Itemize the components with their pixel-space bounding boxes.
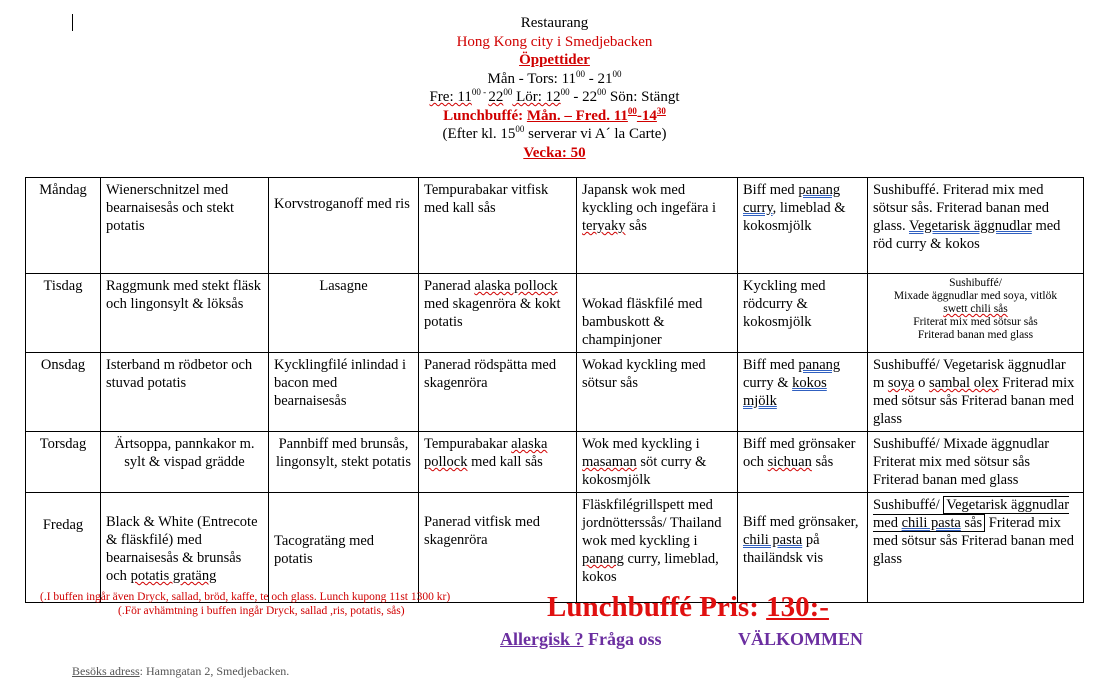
buffet-notes (40, 590, 540, 618)
dish-cell: Wok med kyckling i masaman söt curry & kokosmjölk (577, 432, 738, 493)
dish-cell: Biff med grönsaker, chili pasta på thailändsk vis (738, 493, 868, 603)
day-cell: Torsdag (26, 432, 101, 493)
dish-cell: Sushibuffé/ Vegetarisk äggnudlar m soya o sambal olex Friterad mix med sötsur sås Friterad banan med glass (868, 353, 1084, 432)
dish-cell: Sushibuffé/ Mixade äggnudlar Friterat mix med sötsur sås Friterad banan med glass (868, 432, 1084, 493)
dish-cell: Kycklingfilé inlindad i bacon med bearnaisesås (269, 353, 419, 432)
table-row (26, 432, 1084, 493)
dish-cell: Sushibuffé. Friterad mix med sötsur sås. Friterad banan med glass. Vegetarisk äggnudlar med röd curry & kokos (868, 178, 1084, 274)
week-number: Vecka: 50 (523, 144, 586, 161)
buffet-price: Lunchbuffé Pris: 130:- (547, 591, 829, 623)
dish-cell: Sushibuffé/ Vegetarisk äggnudlar med chili pasta sås Friterad mix med sötsur sås Friterad banan med glass (868, 493, 1084, 603)
dish-cell: Panerad vitfisk med skagenröra (419, 493, 577, 603)
dish-cell: Lasagne (269, 274, 419, 353)
day-cell: Måndag (26, 178, 101, 274)
dish-cell: Wokad fläskfilé med bambuskott & champinjoner (577, 274, 738, 353)
allergy-notice: Allergisk ? Fråga oss (500, 629, 662, 649)
restaurant-label: Restaurang (520, 15, 589, 31)
table-row (26, 178, 1084, 274)
dish-cell: Korvstroganoff med ris (269, 178, 419, 274)
restaurant-name: Hong Kong city i Smedjebacken (456, 33, 653, 50)
dish-cell: Sushibuffé/ Mixade äggnudlar med soya, vitlök swett chili sås Friterat mix med sötsur sås Friterad banan med glass (868, 274, 1084, 353)
dish-cell: Biff med panang curry & kokos mjölk (738, 353, 868, 432)
buffet-note-dine-in: (.I buffen ingår även Dryck, sallad, bröd, kaffe, te och glass. Lunch kupong 11st 1300 kr) (40, 591, 451, 603)
dish-cell: Biff med panang curry, limeblad & kokosmjölk (738, 178, 868, 274)
dish-cell: Panerad alaska pollock med skagenröra & kokt potatis (419, 274, 577, 353)
table-row (26, 353, 1084, 432)
dish-cell: Fläskfilégrillspett med jordnötterssås/ Thailand wok med kyckling i panang curry, limeblad, kokos (577, 493, 738, 603)
dish-cell: Tempurabakar alaska pollock med kall sås (419, 432, 577, 493)
dish-cell: Pannbiff med brunsås, lingonsylt, stekt potatis (269, 432, 419, 493)
dish-cell: Black & White (Entrecote & fläskfilé) med bearnaisesås & brunsås och potatis gratäng (101, 493, 269, 603)
dish-cell: Raggmunk med stekt fläsk och lingonsylt & löksås (101, 274, 269, 353)
lunch-menu-table (25, 177, 1084, 603)
lunch-hours: Lunchbuffé: Mån. – Fred. $11^{00}-14^{30}$ (443, 105, 666, 124)
dish-cell: Tempurabakar vitfisk med kall sås (419, 178, 577, 274)
welcome-text: VÄLKOMMEN (738, 629, 863, 649)
a-la-carte-note: (Efter kl. $15^{00}$ serverar vi A´ la Carte) (442, 124, 667, 142)
visiting-address: Besöks adress: Hamngatan 2, Smedjebacken. (72, 664, 290, 678)
table-row (26, 274, 1084, 353)
hours-mon-thu: Mån - Tors: $11^{00} - 21^{00}$ (487, 68, 622, 87)
buffet-note-takeaway: (.För avhämtning i buffen ingår Dryck, sallad ,ris, potatis, sås) (118, 605, 405, 617)
dish-cell: Kyckling med rödcurry & kokosmjölk (738, 274, 868, 353)
day-cell: Onsdag (26, 353, 101, 432)
highlighted-text: Vegetarisk äggnudlar med chili pasta sås (873, 497, 1070, 531)
dish-cell: Tacogratäng med potatis (269, 493, 419, 603)
dish-cell: Panerad rödspätta med skagenröra (419, 353, 577, 432)
dish-cell: Ärtsoppa, pannkakor m. sylt & vispad grädde (101, 432, 269, 493)
dish-cell: Japansk wok med kyckling och ingefära i teryaky sås (577, 178, 738, 274)
table-row (26, 493, 1084, 603)
day-cell: Fredag (26, 493, 101, 603)
dish-cell: Wienerschnitzel med bearnaisesås och stekt potatis (101, 178, 269, 274)
hours-fri-sun: Fre: $11^{00 -}$ $22^{00}$ Lör: $12^{00} - 22^{00}$ Sön: Stängt (429, 87, 680, 105)
menu-header (0, 14, 1109, 162)
dish-cell: Wokad kyckling med sötsur sås (577, 353, 738, 432)
day-cell: Tisdag (26, 274, 101, 353)
dish-cell: Isterband m rödbetor och stuvad potatis (101, 353, 269, 432)
opening-hours-title: Öppettider (519, 52, 590, 68)
dish-cell: Biff med grönsaker och sichuan sås (738, 432, 868, 493)
